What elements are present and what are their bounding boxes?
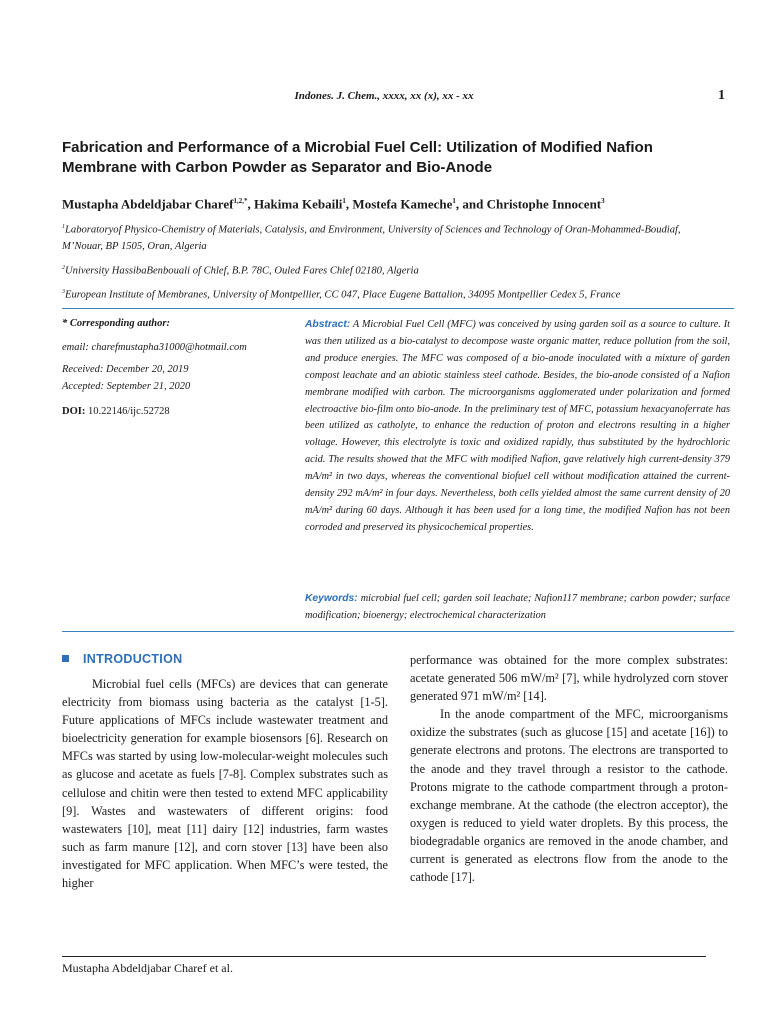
journal-citation: Indones. J. Chem., xxxx, xx (x), xx - xx: [294, 90, 474, 102]
author-name: Mostefa Kameche: [352, 196, 453, 212]
abstract-text: A Microbial Fuel Cell (MFC) was conceived by using garden soil as a source to culture. It was then utilized as a bio-catalyst to decompose waste organic matter, reduce pollution from the soil, and produce energies. The MFC was composed of a bio-anode inoculated with a mixture of garden compost leachate and an abiotic stainless steel cathode. Besides, the bio-anode consisted of a Nafion membrane modified with carbon. The microorganisms agglomerated under polarization and formed electroactive bio-film onto bio-anode. In the preliminary test of MFC, potassium hexacyanoferrate has been utilized as catholyte, to enhance the reduction of proton and electrons resulting in a higher voltage. However, this electrolyte is toxic and oxidized rapidly, thus substituted by the hydrochloric acid. The results showed that the MFC with modified Nafion, gave relatively high current-density 379 mA/m² in two days, whereas the conventional biofuel cell without modification attained the current-density 292 mA/m² in four days. Nevertheless, both cells yielded almost the same current density of 20 mA/m² during 60 days. Although it has been used for a long time, the modified Nafion has not been corroded and preserved its physicochemical properties.: [305, 319, 730, 533]
affiliation-marker: 3: [62, 289, 65, 295]
affiliation-text: University HassibaBenbouali of Chlef, B.P. 78C, Ouled Fares Chlef 02180, Algeria: [65, 265, 419, 277]
body-column-right: [410, 651, 728, 886]
affiliation: [62, 260, 722, 280]
abstract-label: Abstract:: [305, 319, 351, 330]
author-affiliation-marker: 1: [342, 197, 346, 205]
abstract: [305, 317, 730, 537]
body-column-left: [62, 675, 388, 892]
doi: [62, 406, 170, 417]
footer-divider: [62, 956, 706, 957]
page-number: 1: [718, 88, 725, 103]
affiliation: [62, 284, 722, 304]
header-divider: [62, 308, 734, 309]
author-affiliation-marker: 1,2,*: [233, 197, 248, 205]
accepted-date: Accepted: September 21, 2020: [62, 381, 191, 392]
author-separator: ,: [345, 196, 353, 212]
affiliation-marker: 2: [62, 265, 65, 271]
keywords-label: Keywords:: [305, 593, 358, 604]
keywords: [305, 590, 730, 624]
body-paragraph: In the anode compartment of the MFC, microorganisms oxidize the substrates (such as glucose [15] and acetate [16]) to generate electrons and protons. The electrons are transported to the anode and they travel through a resistor to the cathode. Protons migrate to the cathode compartment through a proton-exchange membrane. At the cathode (the electron acceptor), the oxygen is reduced to yield water droplets. By this process, the biodegradable organics are removed in the anode chamber, and current is generated as electrons flow from the anode to the cathode [17].: [410, 707, 728, 885]
body-paragraph: Microbial fuel cells (MFCs) are devices that can generate electricity from biomass using bacteria as the catalyst [1-5]. Future applications of MFCs include wastewater treatment and bioelectricity generation for example biosensors [6]. Research on MFCs was started by using low-molecular-weight molecules such as glucose and acetate as fuels [7-8]. Complex substrates such as cellulose and chitin were then tested to extend MFC applicability [9]. Wastes and wastewaters of different origins: food wastewaters [10], meat [11] dairy [12] industries, farm wastes such as farm manure [12], and corn stover [13] have been also investigated for MFC application. When MFC’s were tested, the higher: [62, 677, 388, 891]
author-separator: ,: [247, 196, 254, 212]
section-bullet-icon: [62, 655, 69, 662]
affiliation-marker: 1: [62, 224, 65, 230]
section-heading: [62, 652, 392, 666]
author-name: Hakima Kebaili: [253, 196, 343, 212]
author-list: [62, 192, 722, 213]
running-author: Mustapha Abdeldjabar Charef et al.: [62, 961, 233, 975]
affiliation: [62, 219, 722, 255]
corresponding-author-label: * Corresponding author:: [62, 318, 170, 329]
doi-label: DOI:: [62, 406, 86, 417]
author-affiliation-marker: 3: [601, 197, 605, 205]
section-heading-text: INTRODUCTION: [83, 652, 183, 666]
body-paragraph: performance was obtained for the more complex substrates: acetate generated 506 mW/m² [7], while hydrolyzed corn stover generated 971 mW/m² [14].: [410, 653, 728, 704]
abstract-divider: [62, 631, 734, 632]
doi-value: 10.22146/ijc.52728: [87, 406, 170, 417]
author-name: Christophe Innocent: [486, 196, 602, 212]
affiliation-text: European Institute of Membranes, University of Montpellier, CC 047, Place Eugene Battalion, 34095 Montpellier Cedex 5, France: [65, 289, 621, 301]
author-affiliation-marker: 1: [452, 197, 456, 205]
affiliation-text: Laboratoryof Physico-Chemistry of Materials, Catalysis, and Environment, University of Sciences and Technology of Oran-Mohammed-Boudiaf, M’Nouar, BP 1505, Oran, Algeria: [62, 224, 681, 252]
paper-title: Fabrication and Performance of a Microbial Fuel Cell: Utilization of Modified Nafion Membrane with Carbon Powder as Separator and Bio-Anode: [62, 139, 653, 176]
author-name: Mustapha Abdeldjabar Charef: [62, 196, 234, 212]
received-date: Received: December 20, 2019: [62, 364, 189, 375]
corresponding-email: email: charefmustapha31000@hotmail.com: [62, 342, 247, 353]
keywords-text: microbial fuel cell; garden soil leachate; Nafion117 membrane; carbon powder; surface modification; bioenergy; electrochemical characterization: [305, 593, 730, 621]
author-separator: , and: [455, 196, 487, 212]
